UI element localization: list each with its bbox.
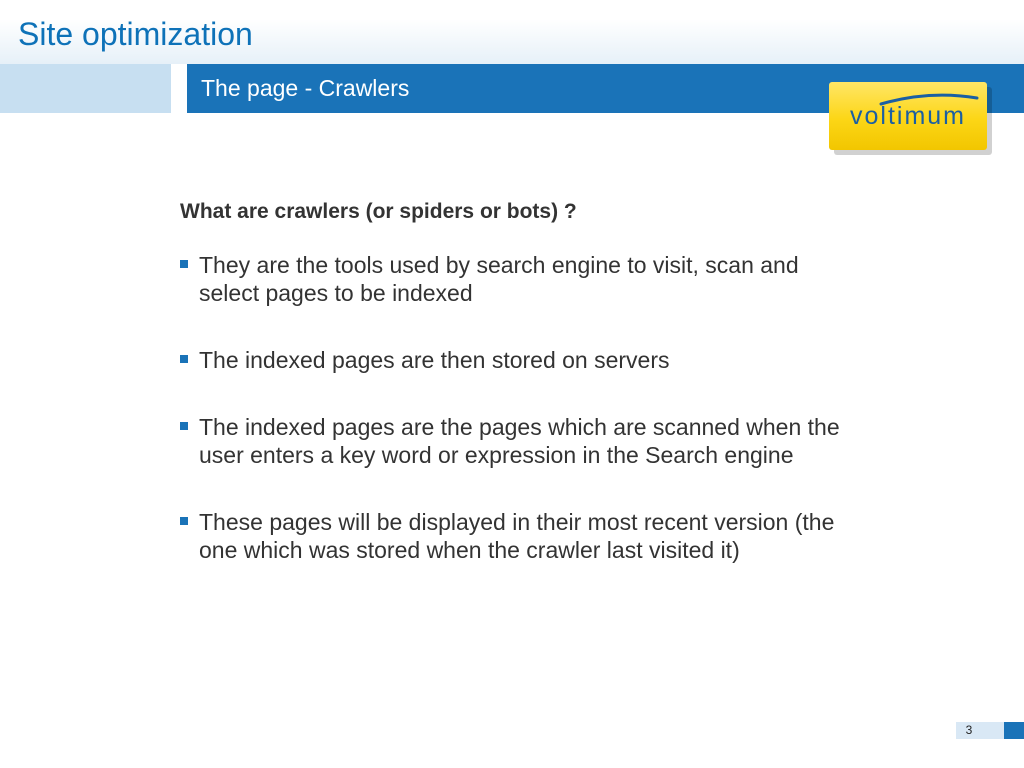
page-number-accent	[1004, 722, 1024, 739]
header-bar-gap	[171, 64, 187, 113]
page-number-box	[956, 722, 1004, 739]
bullet-text: These pages will be displayed in their most recent version (the one which was stored when the crawler last visited it)	[199, 509, 835, 563]
square-bullet-icon	[180, 517, 188, 525]
bullet-text: They are the tools used by search engine to visit, scan and select pages to be indexed	[199, 252, 799, 306]
voltimum-logo	[829, 82, 987, 150]
square-bullet-icon	[180, 355, 188, 363]
bullet-item	[180, 251, 840, 307]
page-number: 3	[965, 723, 973, 737]
bullet-item	[180, 346, 840, 374]
logo-text: voltimum	[849, 102, 966, 130]
square-bullet-icon	[180, 422, 188, 430]
square-bullet-icon	[180, 260, 188, 268]
bullet-list	[180, 251, 840, 564]
bullet-text: The indexed pages are then stored on servers	[199, 347, 670, 373]
bullet-item	[180, 413, 840, 469]
slide-subtitle: The page - Crawlers	[201, 75, 410, 101]
slide-question: What are crawlers (or spiders or bots) ?	[180, 200, 577, 223]
slide-content	[180, 198, 840, 603]
bullet-item	[180, 508, 840, 564]
bullet-text: The indexed pages are the pages which are scanned when the user enters a key word or expression in the Search engine	[199, 414, 840, 468]
header-left-accent-bar	[0, 64, 171, 113]
page-title: Site optimization	[18, 16, 253, 52]
